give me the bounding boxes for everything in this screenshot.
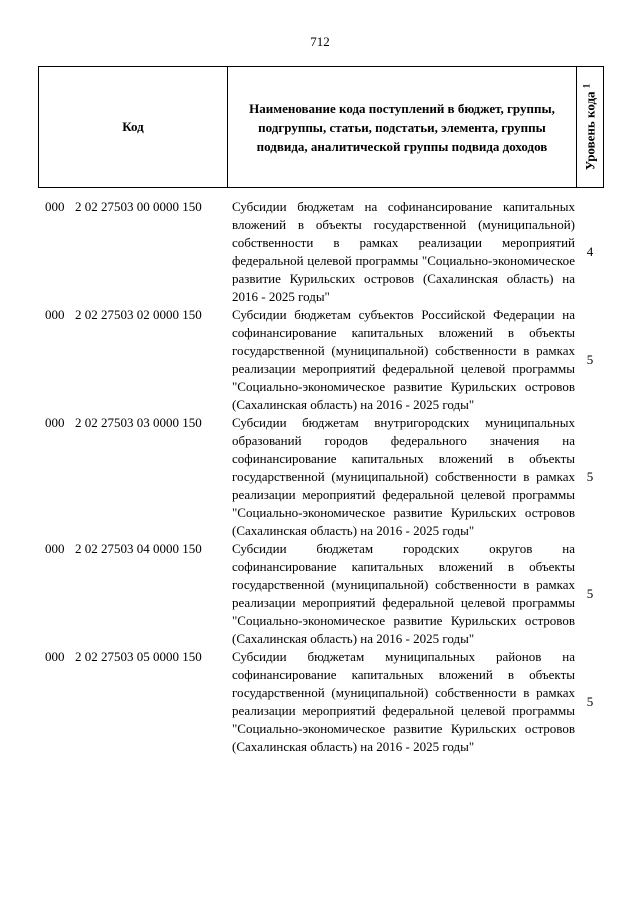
row-income-code: 2 02 27503 02 0000 150	[75, 307, 202, 322]
row-name: Субсидии бюджетам внутригородских муниципальных образований городов федерального значения на софинансирование капитальных вложений в объекты государственной (муниципальной) собственности в рамках реализации мероприятий федеральной целевой программы "Социально-экономическое развитие Курильских островов (Сахалинская область) на 2016 - 2025 годы"	[232, 415, 575, 538]
table-row	[45, 414, 605, 540]
row-income-code: 2 02 27503 00 0000 150	[75, 199, 202, 214]
row-level: 5	[586, 586, 594, 601]
row-level: 4	[586, 244, 594, 259]
table-body	[45, 198, 605, 756]
header-code: Код	[39, 67, 228, 187]
row-level: 5	[586, 352, 594, 367]
row-name: Субсидии бюджетам субъектов Российской Федерации на софинансирование капитальных вложений в объекты государственной (муниципальной) собственности в рамках реализации мероприятий федеральной целевой программы "Социально-экономическое развитие Курильских островов (Сахалинская область) на 2016 - 2025 годы"	[232, 307, 575, 412]
table-row	[45, 540, 605, 648]
row-admin-code: 000	[45, 649, 65, 664]
row-name: Субсидии бюджетам городских округов на софинансирование капитальных вложений в объекты государственной (муниципальной) собственности в рамках реализации мероприятий федеральной целевой программы "Социально-экономическое развитие Курильских островов (Сахалинская область) на 2016 - 2025 годы"	[232, 541, 575, 646]
row-name: Субсидии бюджетам на софинансирование капитальных вложений в объекты государственной (муниципальной) собственности в рамках реализации мероприятий федеральной целевой программы "Социально-экономическое развитие Курильских островов (Сахалинская область) на 2016 - 2025 годы"	[232, 199, 575, 304]
row-income-code: 2 02 27503 05 0000 150	[75, 649, 202, 664]
header-level	[581, 84, 598, 171]
row-level: 5	[586, 694, 594, 709]
table-row	[45, 648, 605, 756]
header-level-superscript: 1	[581, 83, 592, 89]
table-row	[45, 198, 605, 306]
row-name: Субсидии бюджетам муниципальных районов на софинансирование капитальных вложений в объекты государственной (муниципальной) собственности в рамках реализации мероприятий федеральной целевой программы "Социально-экономическое развитие Курильских островов (Сахалинская область) на 2016 - 2025 годы"	[232, 649, 575, 754]
row-level: 5	[586, 469, 594, 484]
row-income-code: 2 02 27503 04 0000 150	[75, 541, 202, 556]
row-admin-code: 000	[45, 199, 65, 214]
page-number: 712	[310, 34, 330, 49]
header-level-label: Уровень кода	[582, 91, 598, 171]
table-row	[45, 306, 605, 414]
header-level-cell	[577, 67, 603, 187]
row-admin-code: 000	[45, 541, 65, 556]
row-income-code: 2 02 27503 03 0000 150	[75, 415, 202, 430]
table-header	[38, 66, 604, 188]
header-name: Наименование кода поступлений в бюджет, группы, подгруппы, статьи, подстатьи, элемента, группы подвида, аналитической группы подвида доходов	[228, 67, 577, 187]
row-admin-code: 000	[45, 307, 65, 322]
row-admin-code: 000	[45, 415, 65, 430]
